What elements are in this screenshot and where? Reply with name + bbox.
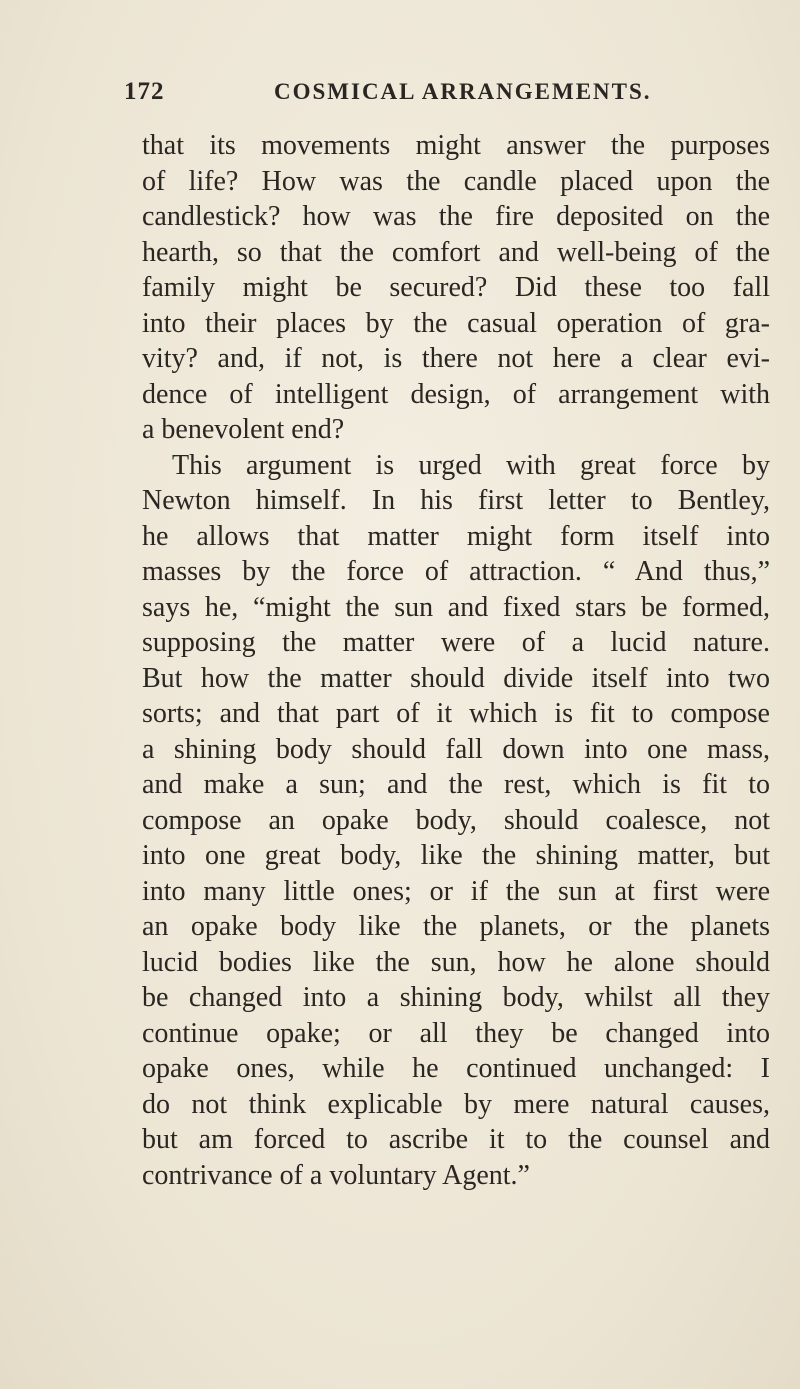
text-line: But how the matter should divide itself into two — [142, 662, 770, 694]
text-line: sorts; and that part of it which is fit to compose — [142, 698, 770, 729]
text-line: masses by the force of attraction. “ And thus,” — [142, 556, 770, 587]
text-line: opake ones, while he continued unchanged: I — [142, 1053, 770, 1084]
paragraph-1 — [142, 128, 770, 448]
text-line: of life? How was the candle placed upon the — [142, 165, 770, 197]
body-text — [142, 128, 770, 1193]
text-line: be changed into a shining body, whilst all they — [142, 982, 770, 1013]
text-line: a shining body should fall down into one mass, — [142, 733, 770, 765]
text-line: dence of intelligent design, of arrangement with — [142, 378, 770, 410]
text-line: vity? and, if not, is there not here a clear evi- — [142, 343, 770, 374]
text-line: an opake body like the planets, or the planets — [142, 911, 770, 942]
text-line: continue opake; or all they be changed into — [142, 1017, 770, 1049]
text-line: candlestick? how was the fire deposited on the — [142, 201, 770, 232]
text-line: a benevolent end? — [142, 414, 345, 445]
text-line: that its movements might answer the purposes — [142, 130, 770, 161]
text-line: he allows that matter might form itself into — [142, 520, 770, 552]
text-line: into many little ones; or if the sun at first were — [142, 875, 770, 907]
text-line: This argument is urged with great force by — [172, 449, 770, 481]
text-line: contrivance of a voluntary Agent.” — [142, 1159, 530, 1191]
text-line: compose an opake body, should coalesce, not — [142, 804, 770, 836]
running-title: COSMICAL ARRANGEMENTS. — [274, 79, 652, 104]
text-line: Newton himself. In his first letter to Bentley, — [142, 485, 770, 516]
text-line: family might be secured? Did these too fall — [142, 272, 770, 303]
text-line: do not think explicable by mere natural causes, — [142, 1088, 770, 1120]
page-number: 172 — [124, 78, 165, 105]
paragraph-2 — [142, 448, 770, 1194]
running-head — [124, 78, 704, 108]
text-line: into their places by the casual operation of gra- — [142, 307, 770, 339]
text-line: supposing the matter were of a lucid nature. — [142, 627, 770, 658]
text-line: hearth, so that the comfort and well-being of the — [142, 236, 770, 268]
text-line: lucid bodies like the sun, how he alone should — [142, 946, 770, 978]
text-line: says he, “might the sun and fixed stars be formed, — [142, 591, 770, 623]
text-line: but am forced to ascribe it to the counsel and — [142, 1124, 770, 1155]
text-line: and make a sun; and the rest, which is fit to — [142, 769, 770, 800]
text-line: into one great body, like the shining matter, but — [142, 840, 770, 871]
